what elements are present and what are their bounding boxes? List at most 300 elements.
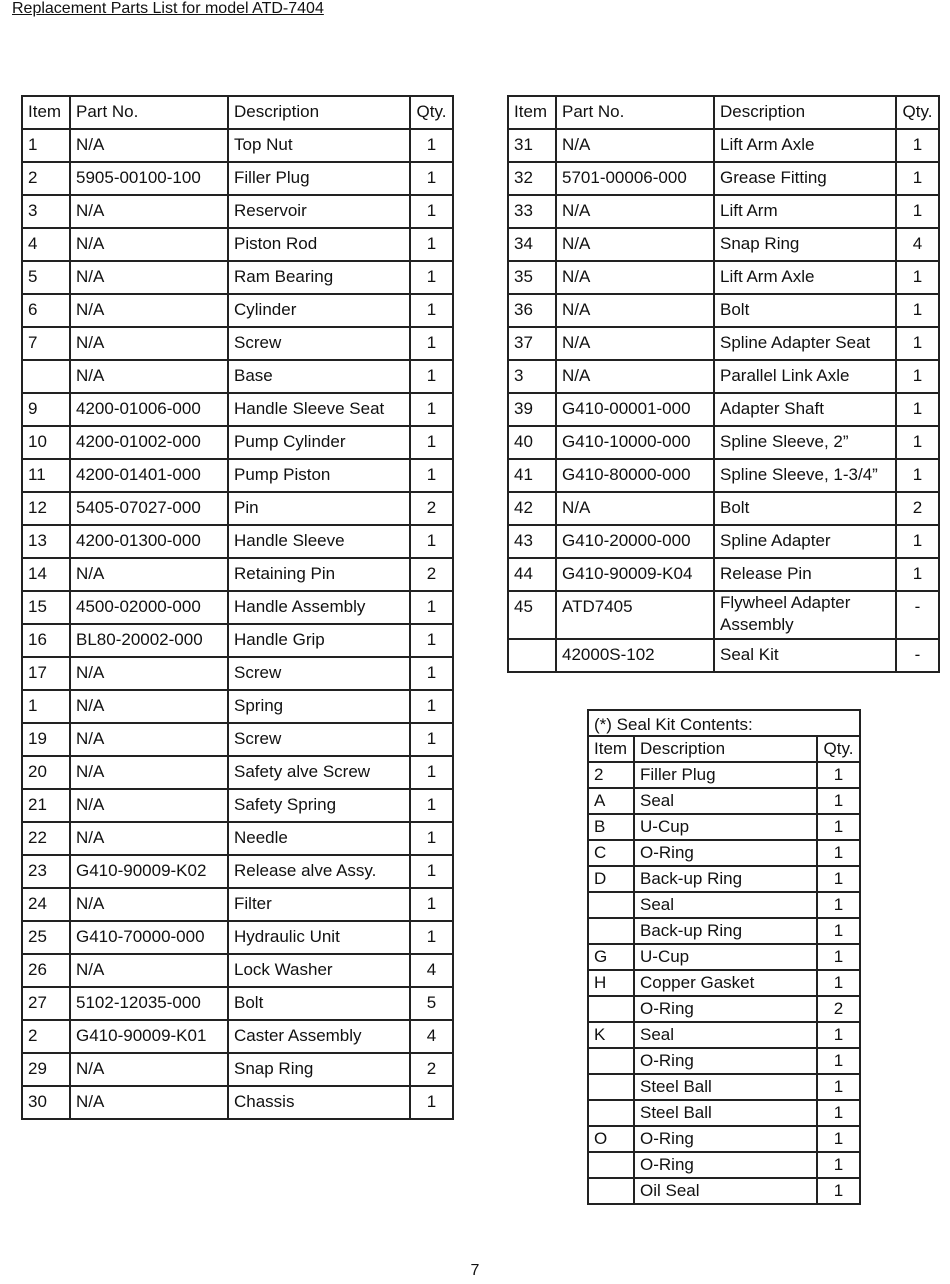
table-row xyxy=(22,657,453,690)
table-row xyxy=(22,129,453,162)
cell-item: 31 xyxy=(508,129,556,162)
cell-qty: 1 xyxy=(896,393,939,426)
cell-description: Chassis xyxy=(228,1086,410,1119)
cell-item: 30 xyxy=(22,1086,70,1119)
cell-item xyxy=(508,639,556,672)
cell-item: 43 xyxy=(508,525,556,558)
table-row xyxy=(508,162,939,195)
cell-item xyxy=(22,360,70,393)
table-row xyxy=(22,591,453,624)
cell-item: 44 xyxy=(508,558,556,591)
cell-item xyxy=(588,1100,634,1126)
table-row xyxy=(22,690,453,723)
cell-item: 13 xyxy=(22,525,70,558)
cell-description: Needle xyxy=(228,822,410,855)
cell-description: Bolt xyxy=(714,492,896,525)
table-row xyxy=(588,996,860,1022)
cell-item: 15 xyxy=(22,591,70,624)
cell-description: Spring xyxy=(228,690,410,723)
table-row xyxy=(508,294,939,327)
cell-item: 37 xyxy=(508,327,556,360)
cell-item xyxy=(588,1074,634,1100)
cell-part-no: N/A xyxy=(70,228,228,261)
cell-qty: 1 xyxy=(410,657,453,690)
table-row xyxy=(588,1048,860,1074)
cell-qty: 1 xyxy=(817,892,860,918)
cell-qty: 1 xyxy=(410,1086,453,1119)
cell-part-no: N/A xyxy=(70,723,228,756)
table-row xyxy=(22,954,453,987)
cell-part-no: 4200-01401-000 xyxy=(70,459,228,492)
cell-item: 10 xyxy=(22,426,70,459)
cell-qty: 1 xyxy=(817,840,860,866)
table-row xyxy=(22,723,453,756)
cell-description: Ram Bearing xyxy=(228,261,410,294)
cell-qty: 1 xyxy=(817,1178,860,1204)
cell-description: Adapter Shaft xyxy=(714,393,896,426)
cell-description: Oil Seal xyxy=(634,1178,817,1204)
cell-qty: 1 xyxy=(410,525,453,558)
table-row xyxy=(22,162,453,195)
cell-part-no: N/A xyxy=(556,261,714,294)
cell-item: C xyxy=(588,840,634,866)
cell-part-no: N/A xyxy=(556,327,714,360)
cell-item: 19 xyxy=(22,723,70,756)
cell-description: Lock Washer xyxy=(228,954,410,987)
cell-description: Caster Assembly xyxy=(228,1020,410,1053)
cell-description: Filter xyxy=(228,888,410,921)
cell-description: Retaining Pin xyxy=(228,558,410,591)
cell-description: Spline Sleeve, 2” xyxy=(714,426,896,459)
table-row xyxy=(22,789,453,822)
cell-part-no: BL80-20002-000 xyxy=(70,624,228,657)
table-row xyxy=(588,1074,860,1100)
cell-item xyxy=(588,1178,634,1204)
table-row xyxy=(22,624,453,657)
table-row xyxy=(22,393,453,426)
cell-part-no: N/A xyxy=(70,756,228,789)
cell-qty: 2 xyxy=(410,558,453,591)
cell-description: O-Ring xyxy=(634,996,817,1022)
cell-qty: 1 xyxy=(896,162,939,195)
cell-description: Piston Rod xyxy=(228,228,410,261)
cell-item: 2 xyxy=(22,162,70,195)
cell-qty: 2 xyxy=(817,996,860,1022)
cell-qty: 1 xyxy=(817,1022,860,1048)
cell-description: Screw xyxy=(228,657,410,690)
cell-item: 27 xyxy=(22,987,70,1020)
cell-part-no: G410-70000-000 xyxy=(70,921,228,954)
cell-part-no: N/A xyxy=(556,228,714,261)
table-row xyxy=(22,822,453,855)
cell-item xyxy=(588,996,634,1022)
cell-qty: 1 xyxy=(410,921,453,954)
table-row xyxy=(588,840,860,866)
cell-qty: 1 xyxy=(817,788,860,814)
cell-item: 3 xyxy=(22,195,70,228)
table-row xyxy=(508,195,939,228)
cell-description: Parallel Link Axle xyxy=(714,360,896,393)
cell-qty: 1 xyxy=(817,1152,860,1178)
table-row xyxy=(588,866,860,892)
table-row xyxy=(508,639,939,672)
cell-part-no: 5405-07027-000 xyxy=(70,492,228,525)
cell-qty: 1 xyxy=(410,690,453,723)
cell-item: 7 xyxy=(22,327,70,360)
table-row xyxy=(588,1022,860,1048)
cell-description: Flywheel Adapter Assembly xyxy=(714,591,896,639)
cell-item: 1 xyxy=(22,129,70,162)
seal-kit-caption: (*) Seal Kit Contents: xyxy=(588,710,860,736)
cell-part-no: 42000S-102 xyxy=(556,639,714,672)
cell-qty: 1 xyxy=(817,814,860,840)
cell-qty: 1 xyxy=(410,393,453,426)
table-row xyxy=(588,918,860,944)
column-header-qty: Qty. xyxy=(817,736,860,762)
cell-description: Handle Sleeve Seat xyxy=(228,393,410,426)
table-row xyxy=(508,492,939,525)
cell-description: Reservoir xyxy=(228,195,410,228)
cell-description: Hydraulic Unit xyxy=(228,921,410,954)
cell-qty: 1 xyxy=(896,525,939,558)
cell-description: Snap Ring xyxy=(228,1053,410,1086)
cell-part-no: N/A xyxy=(70,789,228,822)
cell-item: 4 xyxy=(22,228,70,261)
cell-description: O-Ring xyxy=(634,840,817,866)
cell-description: U-Cup xyxy=(634,944,817,970)
table-header-row xyxy=(508,96,939,129)
cell-description: Snap Ring xyxy=(714,228,896,261)
cell-item: 33 xyxy=(508,195,556,228)
cell-item: K xyxy=(588,1022,634,1048)
column-header-item: Item xyxy=(588,736,634,762)
cell-item: 40 xyxy=(508,426,556,459)
table-row xyxy=(508,327,939,360)
cell-qty: 1 xyxy=(410,855,453,888)
cell-qty: 1 xyxy=(410,723,453,756)
cell-part-no: G410-90009-K02 xyxy=(70,855,228,888)
column-header-item: Item xyxy=(22,96,70,129)
cell-item: 21 xyxy=(22,789,70,822)
table-row xyxy=(22,459,453,492)
cell-description: Grease Fitting xyxy=(714,162,896,195)
cell-description: Spline Adapter xyxy=(714,525,896,558)
seal-kit-header-row xyxy=(588,736,860,762)
cell-item: O xyxy=(588,1126,634,1152)
table-row xyxy=(22,987,453,1020)
column-header-description: Description xyxy=(714,96,896,129)
cell-item: 41 xyxy=(508,459,556,492)
cell-qty: 1 xyxy=(817,970,860,996)
cell-qty: 1 xyxy=(410,591,453,624)
cell-description: Handle Sleeve xyxy=(228,525,410,558)
cell-qty: 1 xyxy=(896,360,939,393)
cell-item: 23 xyxy=(22,855,70,888)
cell-part-no: G410-90009-K01 xyxy=(70,1020,228,1053)
cell-description: Screw xyxy=(228,327,410,360)
cell-part-no: N/A xyxy=(70,294,228,327)
cell-qty: 1 xyxy=(410,459,453,492)
cell-item: A xyxy=(588,788,634,814)
cell-part-no: N/A xyxy=(70,1086,228,1119)
cell-item: 5 xyxy=(22,261,70,294)
cell-qty: 2 xyxy=(410,492,453,525)
table-row xyxy=(588,762,860,788)
table-row xyxy=(508,591,939,639)
cell-item: B xyxy=(588,814,634,840)
cell-part-no: N/A xyxy=(70,822,228,855)
cell-description: Safety alve Screw xyxy=(228,756,410,789)
cell-description: Seal xyxy=(634,788,817,814)
cell-qty: 1 xyxy=(817,1100,860,1126)
cell-item xyxy=(588,1152,634,1178)
parts-table-right xyxy=(507,95,940,673)
cell-description: Lift Arm xyxy=(714,195,896,228)
cell-part-no: 4200-01006-000 xyxy=(70,393,228,426)
cell-item: 11 xyxy=(22,459,70,492)
table-row xyxy=(508,558,939,591)
cell-qty: 2 xyxy=(896,492,939,525)
cell-part-no: N/A xyxy=(70,195,228,228)
cell-item xyxy=(588,918,634,944)
cell-item: 1 xyxy=(22,690,70,723)
cell-qty: 5 xyxy=(410,987,453,1020)
column-header-part-no: Part No. xyxy=(70,96,228,129)
cell-qty: 1 xyxy=(817,1126,860,1152)
seal-kit-table xyxy=(587,709,861,1205)
cell-part-no: N/A xyxy=(70,954,228,987)
table-row xyxy=(508,393,939,426)
table-row xyxy=(22,558,453,591)
cell-item: 34 xyxy=(508,228,556,261)
cell-qty: 1 xyxy=(817,1048,860,1074)
cell-part-no: 5102-12035-000 xyxy=(70,987,228,1020)
page-title: Replacement Parts List for model ATD-7404 xyxy=(12,0,324,17)
table-row xyxy=(588,1152,860,1178)
cell-description: U-Cup xyxy=(634,814,817,840)
cell-item: 20 xyxy=(22,756,70,789)
cell-item: 22 xyxy=(22,822,70,855)
cell-qty: 1 xyxy=(410,426,453,459)
cell-description: Seal Kit xyxy=(714,639,896,672)
cell-qty: 1 xyxy=(896,459,939,492)
cell-part-no: N/A xyxy=(70,690,228,723)
page-number: 7 xyxy=(470,1262,480,1279)
cell-qty: 1 xyxy=(896,129,939,162)
cell-description: Bolt xyxy=(714,294,896,327)
column-header-qty: Qty. xyxy=(410,96,453,129)
cell-description: O-Ring xyxy=(634,1152,817,1178)
cell-item: 35 xyxy=(508,261,556,294)
table-row xyxy=(508,525,939,558)
column-header-qty: Qty. xyxy=(896,96,939,129)
cell-description: Copper Gasket xyxy=(634,970,817,996)
cell-description: Seal xyxy=(634,1022,817,1048)
cell-qty: 1 xyxy=(410,294,453,327)
table-row xyxy=(22,261,453,294)
table-row xyxy=(588,814,860,840)
cell-item: 3 xyxy=(508,360,556,393)
cell-item: 36 xyxy=(508,294,556,327)
table-row xyxy=(22,294,453,327)
cell-part-no: G410-80000-000 xyxy=(556,459,714,492)
cell-description: Back-up Ring xyxy=(634,918,817,944)
cell-part-no: N/A xyxy=(70,888,228,921)
cell-part-no: 5701-00006-000 xyxy=(556,162,714,195)
cell-qty: 1 xyxy=(817,944,860,970)
cell-part-no: G410-20000-000 xyxy=(556,525,714,558)
column-header-description: Description xyxy=(228,96,410,129)
cell-part-no: G410-00001-000 xyxy=(556,393,714,426)
cell-qty: 1 xyxy=(410,624,453,657)
cell-part-no: ATD7405 xyxy=(556,591,714,639)
cell-qty: 1 xyxy=(410,822,453,855)
table-row xyxy=(508,261,939,294)
cell-item: 9 xyxy=(22,393,70,426)
cell-item: 24 xyxy=(22,888,70,921)
cell-item: 32 xyxy=(508,162,556,195)
table-row xyxy=(22,426,453,459)
cell-part-no: G410-10000-000 xyxy=(556,426,714,459)
cell-part-no: N/A xyxy=(70,558,228,591)
cell-qty: 4 xyxy=(896,228,939,261)
cell-description: Spline Adapter Seat xyxy=(714,327,896,360)
cell-qty: 1 xyxy=(896,294,939,327)
table-header-row xyxy=(22,96,453,129)
cell-item xyxy=(588,1048,634,1074)
table-row xyxy=(588,1178,860,1204)
seal-kit-caption-row xyxy=(588,710,860,736)
cell-qty: 1 xyxy=(896,195,939,228)
cell-part-no: 4200-01002-000 xyxy=(70,426,228,459)
cell-part-no: N/A xyxy=(70,261,228,294)
cell-qty: 1 xyxy=(896,261,939,294)
cell-description: Pump Cylinder xyxy=(228,426,410,459)
table-row xyxy=(588,970,860,996)
table-row xyxy=(22,195,453,228)
cell-item: 17 xyxy=(22,657,70,690)
parts-table-left xyxy=(21,95,454,1120)
table-row xyxy=(22,327,453,360)
cell-part-no: N/A xyxy=(556,129,714,162)
cell-item: H xyxy=(588,970,634,996)
table-row xyxy=(508,228,939,261)
table-row xyxy=(22,921,453,954)
cell-item: 12 xyxy=(22,492,70,525)
cell-item: 2 xyxy=(22,1020,70,1053)
cell-qty: 2 xyxy=(410,1053,453,1086)
cell-part-no: G410-90009-K04 xyxy=(556,558,714,591)
cell-part-no: N/A xyxy=(70,657,228,690)
cell-description: Handle Assembly xyxy=(228,591,410,624)
table-row xyxy=(588,1100,860,1126)
cell-qty: 1 xyxy=(817,1074,860,1100)
cell-item: 16 xyxy=(22,624,70,657)
cell-description: Base xyxy=(228,360,410,393)
cell-qty: 1 xyxy=(410,162,453,195)
column-header-part-no: Part No. xyxy=(556,96,714,129)
cell-item: 45 xyxy=(508,591,556,639)
table-row xyxy=(588,788,860,814)
cell-part-no: N/A xyxy=(70,327,228,360)
table-row xyxy=(508,360,939,393)
cell-description: Handle Grip xyxy=(228,624,410,657)
table-row xyxy=(22,228,453,261)
cell-item: 29 xyxy=(22,1053,70,1086)
table-row xyxy=(588,944,860,970)
cell-part-no: N/A xyxy=(556,294,714,327)
cell-qty: 1 xyxy=(410,261,453,294)
cell-qty: 1 xyxy=(410,756,453,789)
table-row xyxy=(588,1126,860,1152)
cell-qty: 4 xyxy=(410,1020,453,1053)
table-row xyxy=(22,1086,453,1119)
cell-qty: 1 xyxy=(410,789,453,822)
cell-qty: 1 xyxy=(410,228,453,261)
table-row xyxy=(22,888,453,921)
cell-part-no: 4200-01300-000 xyxy=(70,525,228,558)
cell-part-no: N/A xyxy=(556,360,714,393)
cell-qty: 4 xyxy=(410,954,453,987)
cell-qty: 1 xyxy=(410,888,453,921)
cell-description: Release alve Assy. xyxy=(228,855,410,888)
cell-item: 42 xyxy=(508,492,556,525)
cell-item: 39 xyxy=(508,393,556,426)
cell-qty: 1 xyxy=(410,129,453,162)
cell-description: Safety Spring xyxy=(228,789,410,822)
table-row xyxy=(22,1053,453,1086)
table-row xyxy=(22,756,453,789)
table-row xyxy=(22,855,453,888)
cell-description: Pin xyxy=(228,492,410,525)
cell-item xyxy=(588,892,634,918)
cell-qty: 1 xyxy=(817,762,860,788)
table-row xyxy=(508,459,939,492)
cell-part-no: N/A xyxy=(556,195,714,228)
cell-item: 2 xyxy=(588,762,634,788)
cell-description: Release Pin xyxy=(714,558,896,591)
table-row xyxy=(22,492,453,525)
table-row xyxy=(508,426,939,459)
cell-description: Filler Plug xyxy=(634,762,817,788)
cell-part-no: 4500-02000-000 xyxy=(70,591,228,624)
cell-description: Lift Arm Axle xyxy=(714,261,896,294)
cell-qty: 1 xyxy=(410,195,453,228)
cell-description: Lift Arm Axle xyxy=(714,129,896,162)
cell-qty: 1 xyxy=(896,426,939,459)
cell-description: Cylinder xyxy=(228,294,410,327)
cell-description: Screw xyxy=(228,723,410,756)
table-row xyxy=(508,129,939,162)
cell-qty: 1 xyxy=(410,360,453,393)
cell-description: Bolt xyxy=(228,987,410,1020)
cell-description: Back-up Ring xyxy=(634,866,817,892)
cell-item: D xyxy=(588,866,634,892)
cell-qty: 1 xyxy=(896,327,939,360)
cell-item: 26 xyxy=(22,954,70,987)
column-header-description: Description xyxy=(634,736,817,762)
cell-item: 14 xyxy=(22,558,70,591)
cell-item: 25 xyxy=(22,921,70,954)
cell-qty: - xyxy=(896,591,939,639)
cell-description: Steel Ball xyxy=(634,1100,817,1126)
cell-part-no: N/A xyxy=(556,492,714,525)
cell-item: 6 xyxy=(22,294,70,327)
table-row xyxy=(22,360,453,393)
cell-part-no: N/A xyxy=(70,1053,228,1086)
cell-part-no: N/A xyxy=(70,360,228,393)
cell-qty: - xyxy=(896,639,939,672)
